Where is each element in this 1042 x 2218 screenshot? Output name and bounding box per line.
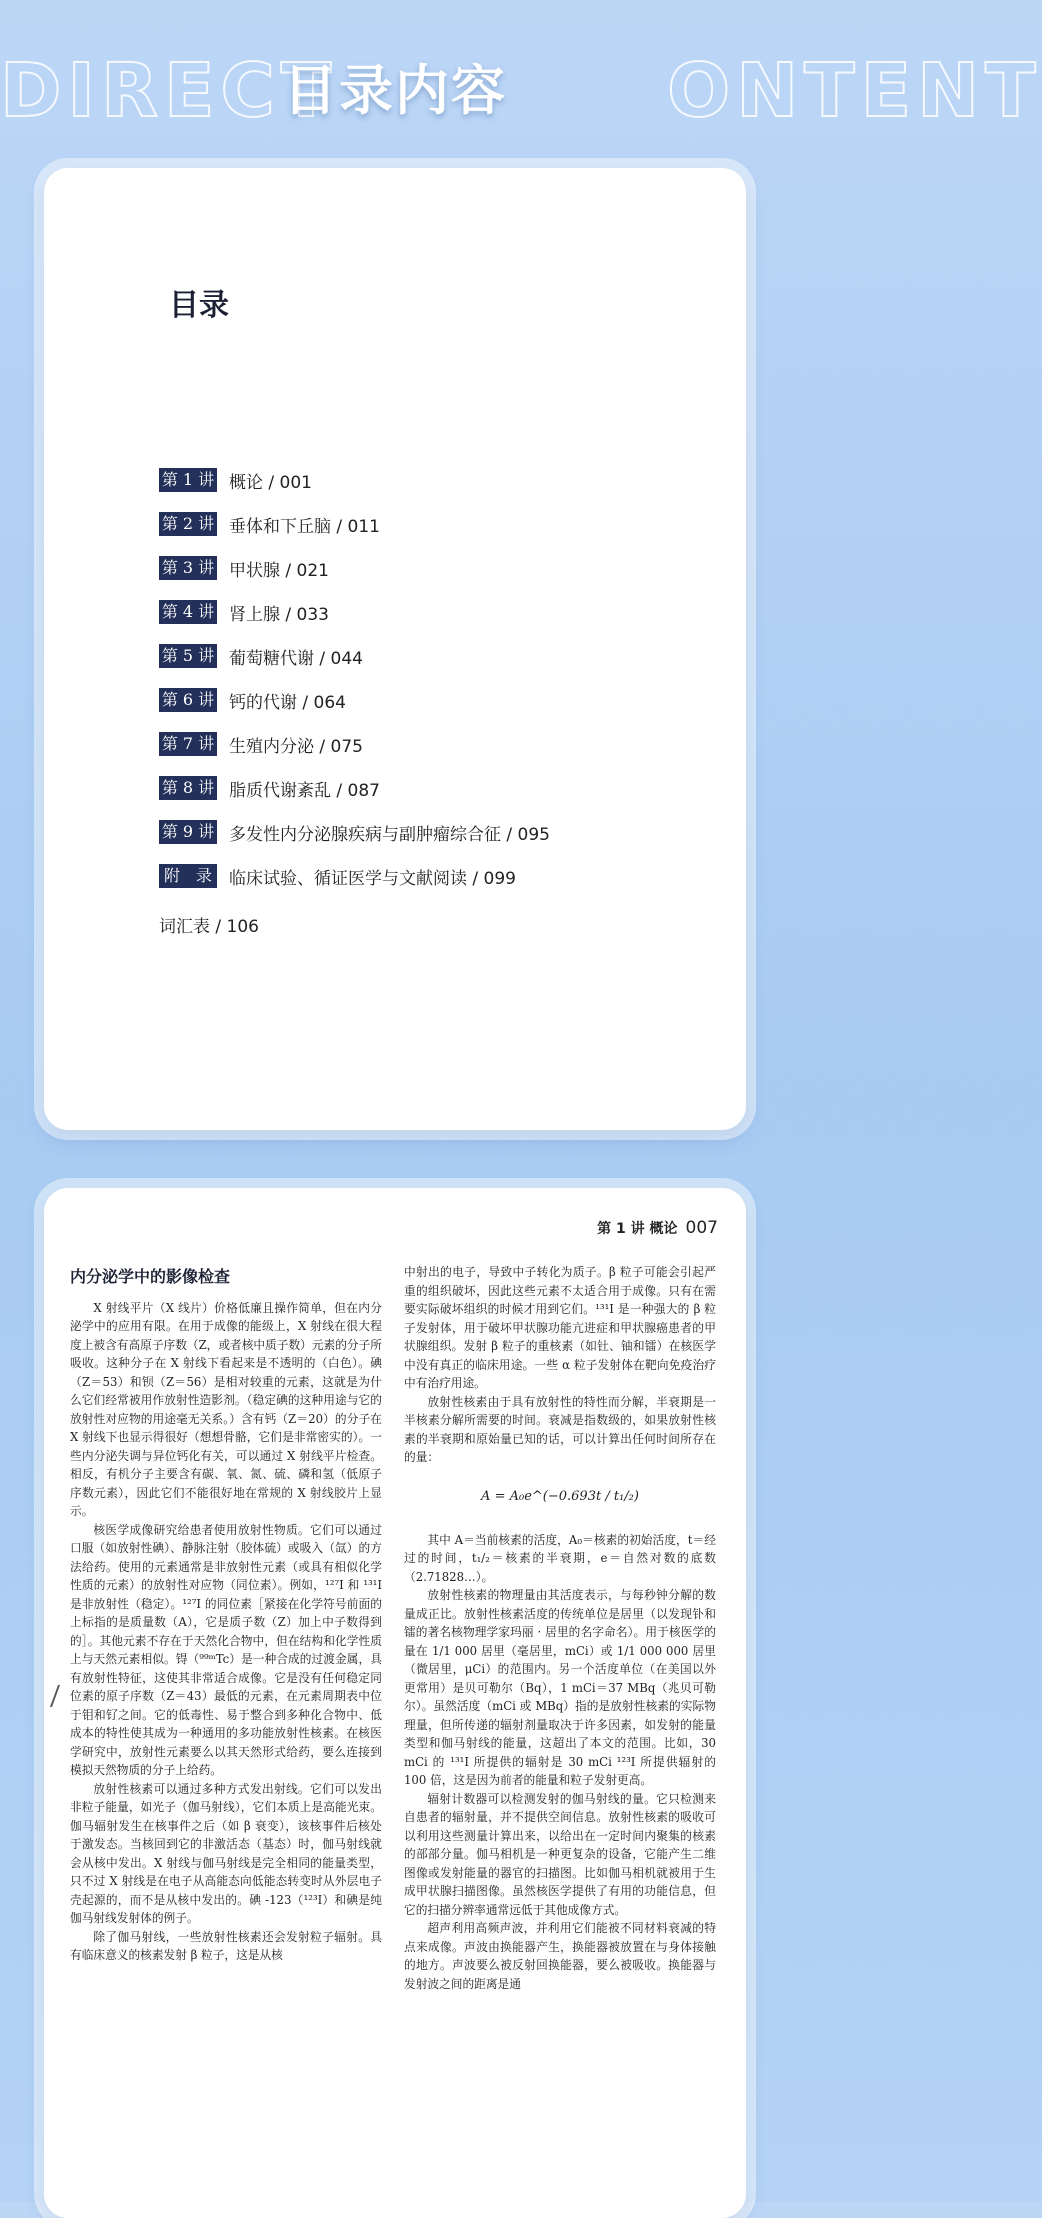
toc-item-text: 垂体和下丘脑 / 011	[229, 516, 380, 537]
toc-item-text: 生殖内分泌 / 075	[229, 736, 363, 757]
toc-item-text: 甲状腺 / 021	[229, 560, 329, 581]
paragraph: X 射线平片（X 线片）价格低廉且操作简单，但在内分泌学中的应用有限。在用于成像的能级上，X 射线在很大程度上被含有高原子序数（Z，或者核中质子数）元素的分子所吸收。这种分子在 X 射线下看起来是不透明的（白色）。碘（Z＝53）和钡（Z＝56）是相对较重的元素，这就是为什么它们经常被用作放射性造影剂。（稳定碘的这种用途与它的放射性对应物的用途毫无关系。）含有钙（Z＝20）的分子在 X 射线下也显示得很好（想想骨骼，它们是非常密实的）。一些内分泌失调与异位钙化有关，可以通过 X 射线平片检查。相反，有机分子主要含有碳、氧、氮、硫、磷和氢（低原子序数元素），因此它们不能很好地在常规的 X 射线胶片上显示。	[70, 1300, 382, 1518]
paragraph: 放射性核素可以通过多种方式发出射线。它们可以发出非粒子能量，如光子（伽马射线），它们本质上是高能光束。伽马辐射发生在核事件之后（如 β 衰变），该核事件后核处于激发态。当核回到它的非激活态（基态）时，伽马射线就会从核中发出。X 射线与伽马射线是完全相同的能量类型，只不过 X 射线是在电子从高能态向低能态转变时从外层电子壳起源的，而不是从核中发出的。碘 -123（¹²³I）和碘是纯伽马射线发射体的例子。	[70, 1781, 382, 1925]
toc-item	[159, 590, 550, 634]
toc-item-text: 临床试验、循证医学与文献阅读 / 099	[229, 868, 516, 889]
toc-item-text: 肾上腺 / 033	[229, 604, 329, 625]
paragraph: 其中 A＝当前核素的活度，A₀＝核素的初始活度，t＝经过的时间，t₁/₂＝核素的半衰期，e＝自然对数的底数（2.71828…）。	[404, 1532, 716, 1584]
toc-badge: 第 2 讲	[159, 512, 217, 536]
toc-item	[159, 722, 550, 766]
toc-glossary: 词汇表 / 106	[159, 916, 259, 937]
toc-item	[159, 810, 550, 854]
banner-title: 目录内容	[283, 59, 507, 122]
toc-badge: 第 9 讲	[159, 820, 217, 844]
book-page-card	[44, 1188, 746, 2218]
left-column	[70, 1268, 382, 1965]
banner	[0, 0, 1042, 150]
toc-badge: 第 8 讲	[159, 776, 217, 800]
toc-item-text: 多发性内分泌腺疾病与副肿瘤综合征 / 095	[229, 824, 550, 845]
toc-item	[159, 766, 550, 810]
toc-item	[159, 458, 550, 502]
toc-list	[159, 458, 550, 946]
running-head	[597, 1218, 718, 1238]
running-head-title: 第 1 讲 概论	[597, 1221, 678, 1237]
paragraph: 超声利用高频声波，并利用它们能被不同材料衰减的特点来成像。声波由换能器产生，换能器被放置在与身体接触的地方。声波要么被反射回换能器，要么被吸收。换能器与发射波之间的距离是通	[404, 1921, 716, 1991]
paragraph: 中射出的电子，导致中子转化为质子。β 粒子可能会引起严重的组织破坏，因此这些元素不太适合用于成像。只有在需要实际破坏组织的时候才用到它们。¹³¹I 是一种强大的 β 粒子发射体，用于破坏甲状腺功能亢进症和甲状腺癌患者的甲状腺组织。发射 β 粒子的重核素（如钍、铀和镭）在核医学中没有真正的临床用途。一些 α 粒子发射体在靶向免疫治疗中有治疗用途。	[404, 1265, 716, 1390]
toc-badge: 第 3 讲	[159, 556, 217, 580]
toc-item-text: 葡萄糖代谢 / 044	[229, 648, 363, 669]
paragraph: 放射性核素由于具有放射性的特性而分解，半衰期是一半核素分解所需要的时间。衰减是指数级的，如果放射性核素的半衰期和原始量已知的话，可以计算出任何时间所存在的量：	[404, 1394, 716, 1464]
decay-formula: A = A₀e^(−0.693t / t₁/₂)	[481, 1488, 639, 1504]
toc-badge: 第 1 讲	[159, 468, 217, 492]
paragraph: 辐射计数器可以检测发射的伽马射线的量。它只检测来自患者的辐射量，并不提供空间信息。放射性核素的吸收可以利用这些测量计算出来，以给出在一定时间内聚集的核素的部部分量。伽马相机是一种更复杂的设备，它能产生二维图像或发射能量的器官的扫描图。比如伽马相机就被用于生成甲状腺扫描图像。虽然核医学提供了有用的功能信息，但它的扫描分辨率通常远低于其他成像方式。	[404, 1791, 716, 1917]
toc-badge: 第 7 讲	[159, 732, 217, 756]
toc-badge: 第 6 讲	[159, 688, 217, 712]
toc-badge: 第 5 讲	[159, 644, 217, 668]
toc-item	[159, 546, 550, 590]
toc-card	[44, 168, 746, 1130]
toc-badge: 第 4 讲	[159, 600, 217, 624]
toc-item	[159, 854, 550, 898]
paragraph: 放射性核素的物理量由其活度表示，与每秒钟分解的数量成正比。放射性核素活度的传统单位是居里（以发现钋和镭的著名核物理学家玛丽 · 居里的名字命名）。用于核医学的量在 1/1 000 居里（毫居里，mCi）或 1/1 000 000 居里（微居里，μCi）的范围内。另一个活度单位（在美国以外更常用）是贝可勒尔（Bq），1 mCi＝37 MBq（兆贝可勒尔）。虽然活度（mCi 或 MBq）指的是放射性核素的实际物理量，但所传递的辐射剂量取决于许多因素，如发射的能量类型和伽马射线的能量，这超出了本文的范围。比如，30 mCi 的 ¹³¹I 所提供的辐射是 30 mCi ¹²³I 所提供辐射的 100 倍，这是因为前者的能量和粒子发射更高。	[404, 1588, 716, 1787]
toc-heading: 目录	[169, 288, 229, 323]
banner-background-word: DIRECT ONTENT	[0, 48, 1042, 134]
toc-item	[159, 634, 550, 678]
page-number: 007	[685, 1218, 718, 1238]
paragraph: 核医学成像研究给患者使用放射性物质。它们可以通过口服（如放射性碘）、静脉注射（胶体硫）或吸入（氙）的方法给药。使用的元素通常是非放射性元素（或具有相似化学性质的元素）的放射性对应物（同位素）。例如，¹²⁷I 和 ¹³¹I 是非放射性（稳定）。¹²⁷I 的同位素［紧接在化学符号前面的上标指的是质量数（A），它是质子数（Z）加上中子数得到的］。其他元素不存在于天然化合物中，但在结构和化学性质上与天然元素相似。锝（⁹⁹ᵐTc）是一种合成的过渡金属，具有放射性特征，这使其非常适合成像。它是没有任何稳定同位素的原子序数（Z＝43）最低的元素，在元素周期表中位于钼和钌之间。它的低毒性、易于整合到多种化合物中、低成本的特性使其成为一种通用的多功能放射性核素。在核医学研究中，放射性元素要么以其天然形式给药，要么连接到模拟天然物质的分子上给药。	[70, 1522, 382, 1777]
toc-item	[159, 678, 550, 722]
paragraph: 除了伽马射线，一些放射性核素还会发射粒子辐射。具有临床意义的核素发射 β 粒子，这是从核	[70, 1929, 382, 1962]
pen-mark	[50, 1685, 68, 1707]
toc-item-text: 钙的代谢 / 064	[229, 692, 346, 713]
toc-badge: 附 录	[159, 864, 217, 888]
toc-item	[159, 502, 550, 546]
toc-item-text: 概论 / 001	[229, 472, 312, 493]
right-column	[404, 1263, 716, 1993]
toc-item-text: 脂质代谢紊乱 / 087	[229, 780, 380, 801]
section-title: 内分泌学中的影像检查	[70, 1267, 231, 1286]
